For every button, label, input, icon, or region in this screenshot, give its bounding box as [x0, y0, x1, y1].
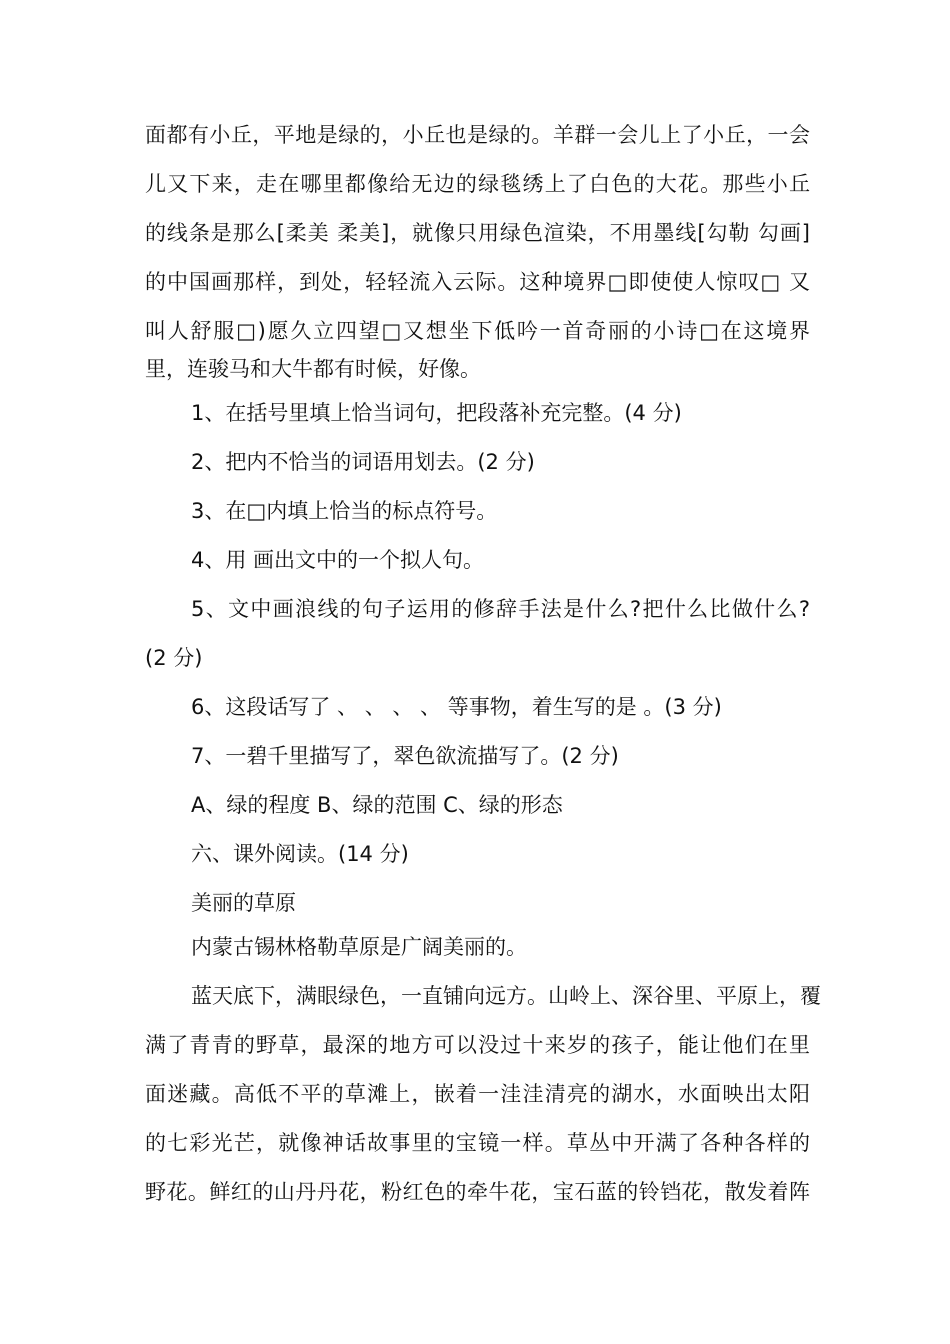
- question-7: 7、一碧千里描写了，翠色欲流描写了。(2 分): [191, 744, 619, 768]
- answer-options: A、绿的程度 B、绿的范围 C、绿的形态: [191, 793, 563, 817]
- question-4: 4、用 画出文中的一个拟人句。: [191, 548, 485, 572]
- question-6: 6、这段话写了 、 、 、 、 等事物，着生写的是 。(3 分): [191, 695, 722, 719]
- paragraph-line: 里，连骏马和大牛都有时候，好像。: [145, 357, 481, 381]
- passage-title: 美丽的草原: [191, 891, 296, 915]
- paragraph-line: 蓝天底下，满眼绿色，一直铺向远方。山岭上、深谷里、平原上，覆: [191, 984, 821, 1008]
- paragraph-line: 的七彩光芒，就像神话故事里的宝镜一样。草丛中开满了各种各样的: [145, 1131, 810, 1155]
- paragraph-line: 内蒙古锡林格勒草原是广阔美丽的。: [191, 935, 527, 959]
- section-heading: 六、课外阅读。(14 分): [191, 842, 409, 866]
- question-1: 1、在括号里填上恰当词句，把段落补充完整。(4 分): [191, 401, 682, 425]
- question-5-continuation: (2 分): [145, 646, 203, 670]
- question-3: 3、在□内填上恰当的标点符号。: [191, 499, 498, 523]
- paragraph-line: 野花。鲜红的山丹丹花，粉红色的牵牛花，宝石蓝的铃铛花，散发着阵: [145, 1180, 810, 1204]
- paragraph-line: 的线条是那么[柔美 柔美]，就像只用绿色渲染，不用墨线[勾勒 勾画]: [145, 221, 810, 245]
- question-2: 2、把内不恰当的词语用划去。(2 分): [191, 450, 535, 474]
- paragraph-line: 满了青青的野草，最深的地方可以没过十来岁的孩子，能让他们在里: [145, 1033, 810, 1057]
- paragraph-line: 的中国画那样，到处，轻轻流入云际。这种境界□即使使人惊叹□ 又: [145, 270, 810, 294]
- paragraph-line: 叫人舒服□)愿久立四望□又想坐下低吟一首奇丽的小诗□在这境界: [145, 319, 810, 343]
- question-5: 5、文中画浪线的句子运用的修辞手法是什么?把什么比做什么?: [191, 597, 810, 621]
- paragraph-line: 面都有小丘，平地是绿的，小丘也是绿的。羊群一会儿上了小丘，一会: [145, 123, 810, 147]
- paragraph-line: 面迷藏。高低不平的草滩上，嵌着一洼洼清亮的湖水，水面映出太阳: [145, 1082, 810, 1106]
- paragraph-line: 儿又下来，走在哪里都像给无边的绿毯绣上了白色的大花。那些小丘: [145, 172, 810, 196]
